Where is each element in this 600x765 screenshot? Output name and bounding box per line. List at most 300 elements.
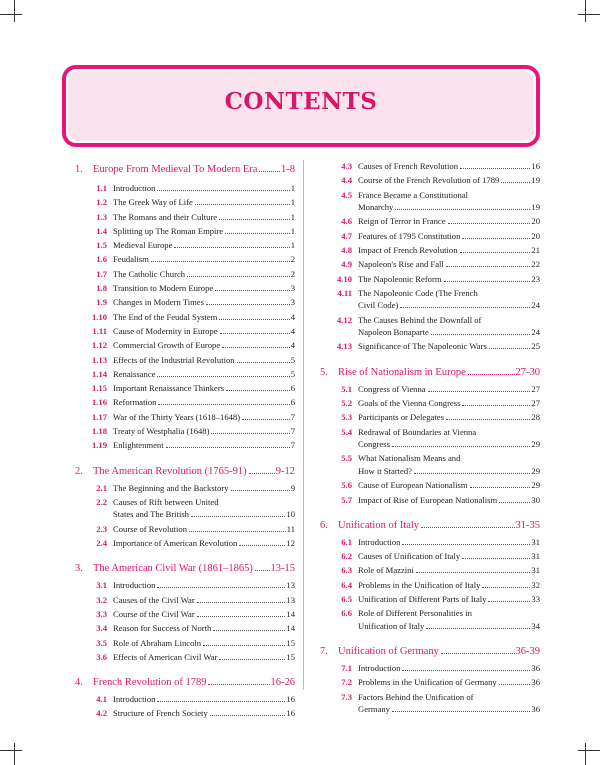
toc-entry <box>75 311 295 324</box>
entry-number: 1.17 <box>91 411 107 422</box>
entry-number: 4.6 <box>341 216 352 227</box>
dot-leader <box>219 659 285 660</box>
entry-page: 1 <box>290 197 295 208</box>
chapter-pages: 31-35 <box>515 519 540 531</box>
entry-title-line2: Civil Code) <box>358 300 399 311</box>
toc-entry <box>75 396 295 409</box>
entry-title: Problems in the Unification of Germany <box>358 677 497 688</box>
dot-leader <box>242 419 290 420</box>
entry-title: France Became a Constitutional <box>358 189 469 200</box>
entry-title: Redrawal of Boundaries at Vienna <box>358 426 477 437</box>
chapter-title: Unification of Italy <box>338 519 420 531</box>
crop-mark-bottom-right <box>578 750 600 751</box>
chapter-number: 4. <box>75 677 83 689</box>
entry-title: Reformation <box>113 397 157 408</box>
toc-entry <box>75 268 295 281</box>
entry-page: 2 <box>290 254 295 265</box>
entry-body <box>113 396 295 409</box>
entry-number: 1.4 <box>96 225 107 236</box>
entry-body <box>113 411 295 424</box>
toc-entry <box>320 479 540 492</box>
entry-body <box>113 496 295 521</box>
entry-number: 3.2 <box>96 594 107 605</box>
chapter-pages: 36-39 <box>515 646 540 658</box>
entry-page: 1 <box>290 211 295 222</box>
dot-leader <box>222 347 290 348</box>
dot-leader <box>220 333 290 334</box>
toc-entry <box>320 564 540 577</box>
entry-number: 7.2 <box>341 677 352 688</box>
column-divider <box>303 160 304 690</box>
toc-entry <box>75 651 295 664</box>
entry-body <box>358 607 540 632</box>
toc-entry <box>320 189 540 214</box>
entry-page: 6 <box>290 397 295 408</box>
toc-entry <box>320 287 540 312</box>
toc-entry <box>320 691 540 716</box>
toc-entry <box>75 282 295 295</box>
entry-number: 5.6 <box>341 480 352 491</box>
entry-page: 29 <box>531 439 540 450</box>
entry-number: 6.5 <box>341 594 352 605</box>
toc-entry <box>75 368 295 381</box>
entry-number: 7.3 <box>341 691 352 702</box>
dot-leader <box>191 516 285 517</box>
toc-entry <box>75 496 295 521</box>
entry-page: 13 <box>286 580 295 591</box>
toc-entry <box>320 174 540 187</box>
chapter-pages: 1-8 <box>281 164 295 175</box>
entry-title: Significance of The Napoleonic Wars <box>358 341 487 352</box>
toc-entry <box>320 397 540 410</box>
entry-title: Reign of Terror in France <box>358 216 446 227</box>
toc-entry <box>320 160 540 173</box>
entry-title: Feudalism <box>113 254 149 265</box>
entry-number: 4.2 <box>96 708 107 719</box>
chapter-title: French Revolution of 1789 <box>93 677 207 689</box>
chapter-number: 6. <box>320 519 328 531</box>
entry-page: 20 <box>531 230 540 241</box>
entry-body <box>358 215 540 228</box>
entry-title: Effects of American Civil War <box>113 651 218 662</box>
chapter-title: Europe From Medieval To Modern Era <box>93 164 258 175</box>
entry-page: 5 <box>290 368 295 379</box>
dot-leader <box>210 715 286 716</box>
dot-leader <box>462 405 530 406</box>
dot-leader <box>174 247 289 248</box>
entry-page: 29 <box>531 465 540 476</box>
chapter-number: 1. <box>75 164 83 175</box>
dot-leader <box>426 628 530 629</box>
toc-entry <box>320 383 540 396</box>
entry-number: 5.2 <box>341 398 352 409</box>
entry-number: 4.7 <box>341 230 352 241</box>
dot-leader <box>259 171 280 172</box>
entry-body <box>113 225 295 238</box>
entry-number: 2.1 <box>96 482 107 493</box>
chapter-title: Rise of Nationalism in Europe <box>338 366 466 378</box>
entry-body <box>358 244 540 257</box>
dot-leader <box>158 404 289 405</box>
toc-entry <box>75 296 295 309</box>
entry-number: 1.13 <box>91 354 107 365</box>
toc-entry <box>75 425 295 438</box>
dot-leader <box>395 209 530 210</box>
entry-number: 1.1 <box>96 183 107 193</box>
entry-title: Role of Different Personalities in <box>358 608 472 619</box>
chapter-title: Unification of Germany <box>338 646 439 658</box>
toc-entry <box>75 622 295 635</box>
dot-leader <box>431 334 531 335</box>
entry-number: 4.3 <box>341 161 352 171</box>
entry-title: Course of the Civil War <box>113 608 195 619</box>
entry-title: Introduction <box>113 580 156 591</box>
dot-leader <box>187 276 290 277</box>
dot-leader <box>499 502 530 503</box>
toc-entry <box>75 608 295 621</box>
dot-leader <box>215 290 290 291</box>
toc-entry <box>320 662 540 675</box>
entry-number: 1.5 <box>96 240 107 251</box>
dot-leader <box>206 304 290 305</box>
entry-page: 5 <box>290 354 295 365</box>
entry-title: Role of Abraham Lincoln <box>113 637 202 648</box>
entry-title: Role of Mazzini <box>358 565 414 576</box>
toc-entry <box>75 594 295 607</box>
entry-page: 10 <box>286 509 295 520</box>
dot-leader <box>237 362 290 363</box>
entry-title: The Causes Behind the Downfall of <box>358 314 482 325</box>
entry-body <box>113 382 295 395</box>
entry-title: Medieval Europe <box>113 240 173 251</box>
entry-page: 34 <box>531 620 540 631</box>
dot-leader <box>249 473 275 474</box>
entry-page: 1 <box>290 183 295 193</box>
entry-number: 6.4 <box>341 579 352 590</box>
dot-leader <box>462 558 530 559</box>
chapter-heading <box>320 361 540 383</box>
entry-number: 6.3 <box>341 565 352 576</box>
toc-entry <box>75 707 295 720</box>
entry-body <box>113 354 295 367</box>
entry-body <box>358 579 540 592</box>
crop-mark-top-right <box>585 0 586 22</box>
entry-title: Reason for Success of North <box>113 623 212 634</box>
entry-page: 1 <box>290 225 295 236</box>
entry-page: 19 <box>531 175 540 186</box>
toc-entry <box>75 637 295 650</box>
dot-leader <box>402 670 530 671</box>
entry-number: 1.7 <box>96 268 107 279</box>
toc-entry <box>75 693 295 706</box>
entry-page: 36 <box>531 704 540 715</box>
entry-title: Treaty of Westphalia (1648) <box>113 426 210 437</box>
toc-entry <box>75 225 295 238</box>
entry-number: 1.9 <box>96 297 107 308</box>
dot-leader <box>166 447 290 448</box>
entry-title: Course of Revolution <box>113 523 187 534</box>
entry-page: 4 <box>290 311 295 322</box>
entry-number: 1.2 <box>96 197 107 208</box>
entry-body <box>358 383 540 396</box>
entry-title: Cause of European Nationalism <box>358 480 468 491</box>
dot-leader <box>460 252 531 253</box>
entry-page: 3 <box>290 283 295 294</box>
toc-entry <box>320 452 540 477</box>
contents-right-column <box>320 160 540 724</box>
entry-title: Important Renaissance Thinkers <box>113 383 225 394</box>
crop-mark-bottom-left <box>14 743 15 765</box>
entry-page: 7 <box>290 411 295 422</box>
entry-page: 4 <box>290 340 295 351</box>
entry-body <box>113 579 295 592</box>
entry-number: 1.3 <box>96 211 107 222</box>
entry-body <box>358 426 540 451</box>
toc-entry <box>320 244 540 257</box>
entry-title: Splitting up The Roman Empire <box>113 225 224 236</box>
entry-body <box>358 536 540 549</box>
dot-leader <box>208 684 269 685</box>
dot-leader <box>195 204 290 205</box>
entry-body <box>113 325 295 338</box>
entry-number: 4.4 <box>341 175 352 186</box>
toc-entry <box>320 426 540 451</box>
entry-page: 9 <box>290 482 295 493</box>
entry-page: 28 <box>531 412 540 423</box>
dot-leader <box>448 223 531 224</box>
entry-number: 6.1 <box>341 536 352 547</box>
crop-mark-top-left <box>0 14 22 15</box>
entry-title: The Greek Way of Life <box>113 197 193 208</box>
dot-leader <box>402 544 530 545</box>
entry-number: 1.14 <box>91 368 107 379</box>
entry-page: 16 <box>286 694 295 705</box>
entry-body <box>358 189 540 214</box>
entry-page: 15 <box>286 651 295 662</box>
dot-leader <box>462 238 530 239</box>
entry-page: 27 <box>531 398 540 409</box>
crop-mark-bottom-right <box>585 743 586 765</box>
entry-number: 4.12 <box>336 314 352 325</box>
entry-title-continuation <box>358 299 540 312</box>
chapter-heading <box>75 557 295 579</box>
entry-page: 23 <box>531 273 540 284</box>
dot-leader <box>231 490 290 491</box>
entry-title: Commercial Growth of Europe <box>113 340 221 351</box>
crop-mark-top-left <box>14 0 15 22</box>
entry-number: 1.18 <box>91 426 107 437</box>
toc-entry <box>75 354 295 367</box>
entry-number: 5.7 <box>341 494 352 505</box>
entry-body <box>358 230 540 243</box>
entry-title: The Catholic Church <box>113 268 186 279</box>
entry-page: 27 <box>531 383 540 394</box>
entry-body <box>358 314 540 339</box>
dot-leader <box>416 572 531 573</box>
entry-title: Structure of French Society <box>113 708 208 719</box>
toc-entry <box>320 550 540 563</box>
entry-number: 5.5 <box>341 453 352 464</box>
entry-number: 3.6 <box>96 651 107 662</box>
toc-entry <box>320 215 540 228</box>
chapter-number: 7. <box>320 646 328 658</box>
entry-page: 14 <box>286 608 295 619</box>
toc-entry <box>320 607 540 632</box>
dot-leader <box>189 531 286 532</box>
entry-number: 3.4 <box>96 623 107 634</box>
entry-number: 2.3 <box>96 523 107 534</box>
entry-title: The End of the Feudal System <box>113 311 218 322</box>
chapter-title: The American Civil War (1861–1865) <box>93 563 253 575</box>
entry-title-line2: Unification of Italy <box>358 620 425 631</box>
dot-leader <box>197 602 286 603</box>
entry-number: 4.9 <box>341 259 352 270</box>
toc-entry <box>320 314 540 339</box>
entry-body <box>113 253 295 266</box>
dot-leader <box>392 446 530 447</box>
entry-number: 4.5 <box>341 189 352 200</box>
dot-leader <box>428 391 531 392</box>
entry-body <box>113 693 295 706</box>
contents-left-column <box>75 160 295 728</box>
entry-body <box>113 311 295 324</box>
entry-body <box>358 564 540 577</box>
entry-page: 15 <box>286 637 295 648</box>
entry-title: Goals of the Vienna Congress <box>358 398 461 409</box>
chapter-number: 5. <box>320 366 328 378</box>
entry-title: Causes of French Revolution <box>358 161 459 171</box>
entry-title-continuation <box>358 438 540 451</box>
toc-entry <box>320 258 540 271</box>
dot-leader <box>460 168 530 169</box>
toc-entry <box>75 196 295 209</box>
entry-body <box>113 282 295 295</box>
entry-title: Causes of the Civil War <box>113 594 195 605</box>
entry-body <box>358 287 540 312</box>
toc-entry <box>320 676 540 689</box>
dot-leader <box>197 616 286 617</box>
entry-page: 30 <box>531 494 540 505</box>
entry-number: 4.8 <box>341 244 352 255</box>
entry-title: Changes in Modern Times <box>113 297 204 308</box>
entry-body <box>113 439 295 452</box>
entry-body <box>113 368 295 381</box>
dot-leader <box>482 587 530 588</box>
entry-title-line2: How it Started? <box>358 465 412 476</box>
entry-page: 36 <box>531 663 540 674</box>
entry-body <box>113 637 295 650</box>
toc-entry <box>75 325 295 338</box>
chapter-pages: 27-30 <box>515 366 540 378</box>
toc-entry <box>320 411 540 424</box>
entry-body <box>358 662 540 675</box>
entry-page: 7 <box>290 440 295 451</box>
dot-leader <box>441 653 515 654</box>
dot-leader <box>157 190 289 191</box>
entry-page: 32 <box>531 579 540 590</box>
chapter-heading <box>75 160 295 182</box>
entry-title-line2: Congress <box>358 439 390 450</box>
entry-number: 3.1 <box>96 580 107 591</box>
toc-entry <box>320 273 540 286</box>
toc-entry <box>75 411 295 424</box>
entry-page: 1 <box>290 240 295 251</box>
entry-page: 24 <box>531 300 540 311</box>
entry-number: 1.15 <box>91 383 107 394</box>
chapter-pages: 13-15 <box>270 563 295 575</box>
entry-body <box>358 593 540 606</box>
dot-leader <box>499 684 531 685</box>
entry-body <box>113 594 295 607</box>
entry-number: 5.1 <box>341 383 352 394</box>
toc-entry <box>75 182 295 195</box>
dot-leader <box>239 545 285 546</box>
entry-body <box>358 494 540 507</box>
entry-title: The Beginning and the Backstory <box>113 482 229 493</box>
entry-page: 2 <box>290 268 295 279</box>
entry-title-continuation <box>358 465 540 478</box>
entry-page: 25 <box>531 341 540 352</box>
dot-leader <box>444 281 531 282</box>
dot-leader <box>414 473 530 474</box>
entry-number: 5.3 <box>341 412 352 423</box>
entry-number: 7.1 <box>341 663 352 674</box>
entry-body <box>113 523 295 536</box>
toc-entry <box>320 536 540 549</box>
chapter-heading <box>320 640 540 662</box>
entry-title: Introduction <box>113 694 156 705</box>
entry-title-continuation <box>113 508 295 521</box>
entry-page: 14 <box>286 623 295 634</box>
dot-leader <box>489 348 531 349</box>
page-title: CONTENTS <box>224 88 378 115</box>
entry-page: 13 <box>286 594 295 605</box>
entry-title: Introduction <box>358 663 401 674</box>
toc-entry <box>75 211 295 224</box>
entry-title: The Napoleonic Code (The French <box>358 287 478 298</box>
dot-leader <box>488 601 530 602</box>
toc-entry <box>75 439 295 452</box>
entry-title-continuation <box>358 201 540 214</box>
entry-number: 1.8 <box>96 283 107 294</box>
entry-body <box>358 452 540 477</box>
entry-number: 1.16 <box>91 397 107 408</box>
crop-mark-bottom-left <box>0 750 22 751</box>
dot-leader <box>157 701 285 702</box>
entry-page: 22 <box>531 259 540 270</box>
entry-title: Enlightenment <box>113 440 164 451</box>
entry-number: 4.1 <box>96 694 107 705</box>
entry-number: 4.11 <box>337 287 352 298</box>
entry-body <box>358 691 540 716</box>
entry-title: Napoleon's Rise and Fall <box>358 259 444 270</box>
entry-body <box>113 425 295 438</box>
entry-title: Impact of French Revolution <box>358 244 458 255</box>
toc-entry <box>75 482 295 495</box>
entry-title: Problems in the Unification of Italy <box>358 579 481 590</box>
entry-body <box>113 268 295 281</box>
entry-number: 4.13 <box>336 341 352 352</box>
entry-title: Participants or Delegates <box>358 412 444 423</box>
entry-body <box>113 651 295 664</box>
section-gap <box>320 718 540 724</box>
entry-page: 6 <box>290 383 295 394</box>
entry-body <box>113 707 295 720</box>
entry-body <box>113 482 295 495</box>
entry-title: Introduction <box>358 536 401 547</box>
dot-leader <box>446 419 530 420</box>
chapter-number: 2. <box>75 465 83 477</box>
